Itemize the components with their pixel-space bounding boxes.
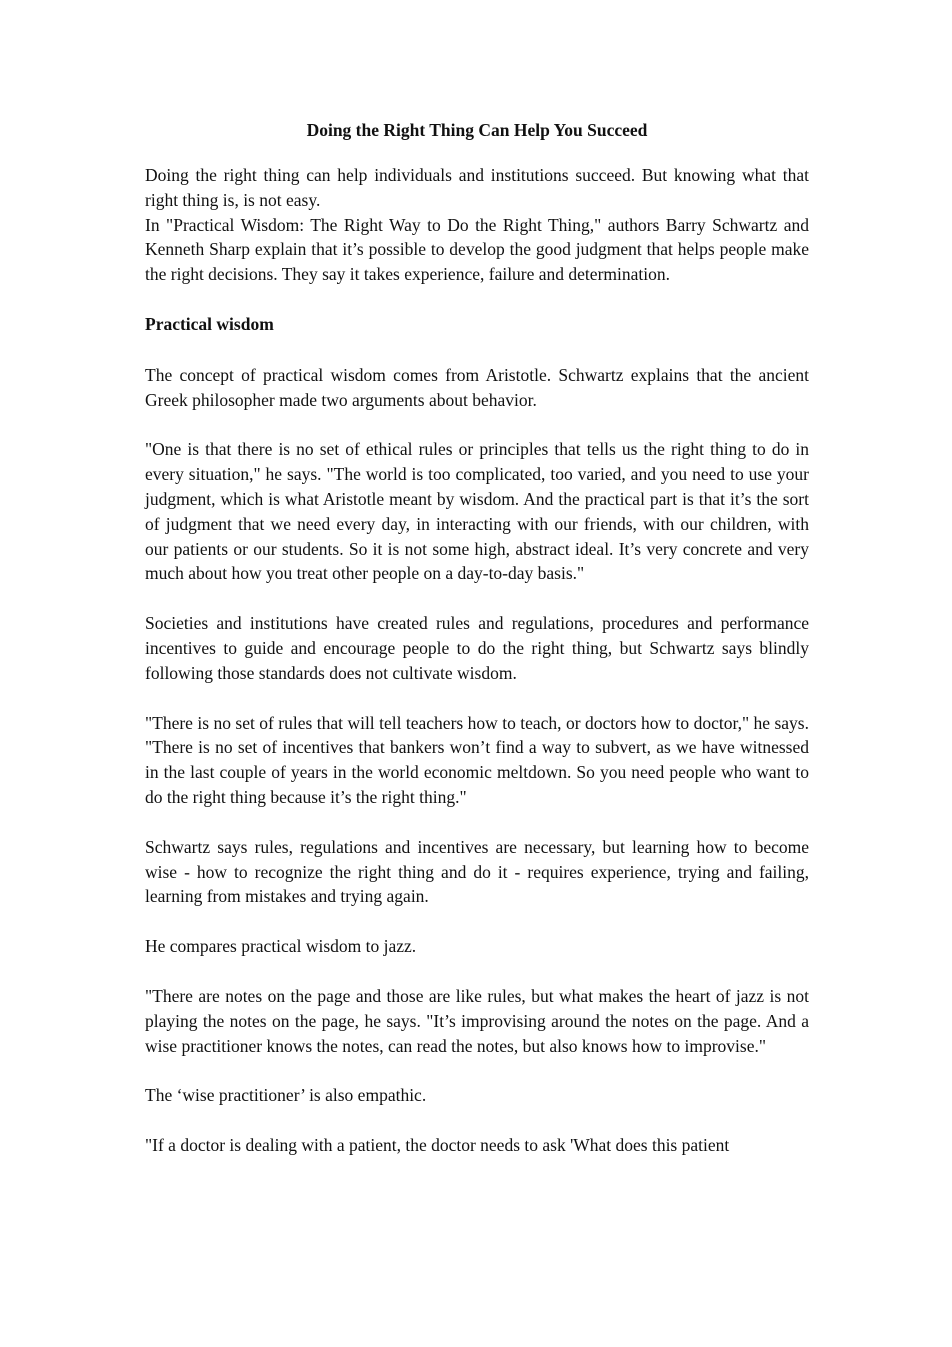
body-paragraph: "There is no set of rules that will tell teachers how to teach, or doctors how to doctor," he says. "There is no set of incentives that bankers won’t find a way to subvert, as we have witnessed in the last couple of years in the world economic meltdown. So you need people who want to do the right thing because it’s the right thing." [145,712,809,807]
body-paragraph: He compares practical wisdom to jazz. [145,936,417,957]
body-paragraph: The ‘wise practitioner’ is also empathic. [145,1085,427,1106]
body-paragraph: Schwartz says rules, regulations and incentives are necessary, but learning how to become wise - how to recognize the right thing and do it - requires experience, trying and failing, learning from mistakes and trying again. [145,836,809,907]
document-content [145,117,809,1158]
body-paragraph: "One is that there is no set of ethical rules or principles that tells us the right thing to do in every situation," he says. "The world is too complicated, too varied, and you need to use your judgment, which is what Aristotle meant by wisdom. And the practical part is that it’s the sort of judgment that we need every day, in interacting with our friends, with our children, with our patients or our students. So it is not some high, abstract ideal. It’s very concrete and very much about how you treat other people on a day-to-day basis." [145,439,809,584]
body-paragraph: The concept of practical wisdom comes from Aristotle. Schwartz explains that the ancient Greek philosopher made two arguments about behavior. [145,364,809,410]
section-heading: Practical wisdom [145,313,274,334]
intro-paragraph: In "Practical Wisdom: The Right Way to Do the Right Thing," authors Barry Schwartz and Kenneth Sharp explain that it’s possible to develop the good judgment that helps people make the right decisions. They say it takes experience, failure and determination. [145,214,809,285]
body-paragraph: "If a doctor is dealing with a patient, the doctor needs to ask 'What does this patient [145,1135,730,1156]
spacer [145,287,809,312]
body-paragraph: Societies and institutions have created rules and regulations, procedures and performance incentives to guide and encourage people to do the right thing, but Schwartz says blindly following those standards does not cultivate wisdom. [145,613,809,683]
document-title: Doing the Right Thing Can Help You Succeed [306,120,648,140]
intro-paragraph: Doing the right thing can help individuals and institutions succeed. But knowing what that right thing is, is not easy. [145,165,809,210]
body-paragraph: "There are notes on the page and those are like rules, but what makes the heart of jazz is not playing the notes on the page, he says. "It’s improvising around the notes on the page. And a wise practitioner knows the notes, can read the notes, but also knows how to improvise." [145,985,809,1056]
